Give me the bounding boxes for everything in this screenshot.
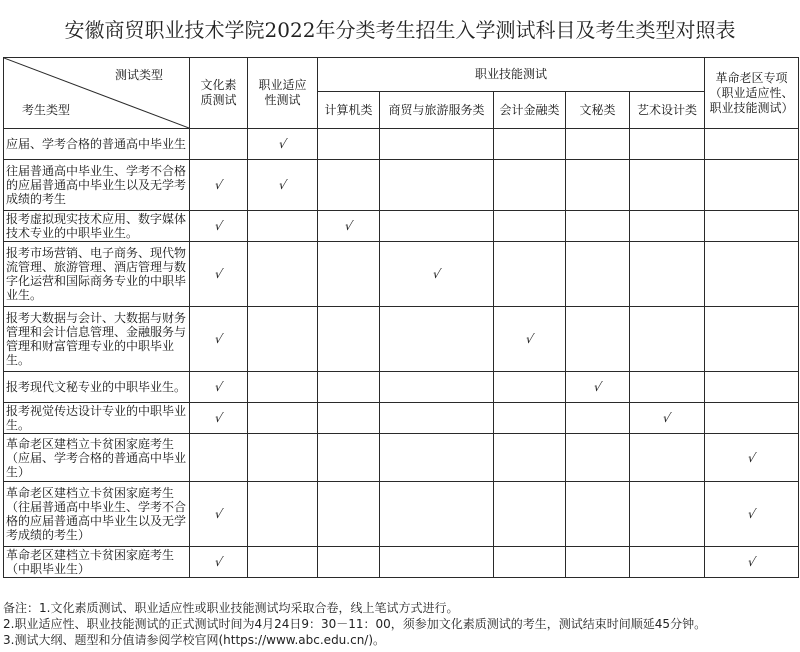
mark-cell — [380, 403, 494, 434]
col-header-skills-group: 职业技能测试 — [318, 58, 705, 92]
mark-cell — [630, 160, 705, 211]
notes — [3, 600, 798, 648]
col-header-aptitude: 职业适应性测试 — [248, 58, 318, 129]
table-row — [4, 372, 799, 403]
mark-cell — [494, 129, 566, 160]
candidate-type-cell: 报考视觉传达设计专业的中职毕业生。 — [4, 403, 190, 434]
mark-cell — [705, 129, 799, 160]
check-mark-icon: √ — [213, 219, 224, 233]
mark-cell — [318, 547, 380, 578]
mark-cell — [190, 482, 248, 547]
candidate-type-cell: 往届普通高中毕业生、学考不合格的应届普通高中毕业生以及无学考成绩的考生 — [4, 160, 190, 211]
mark-cell — [705, 434, 799, 482]
mark-cell — [705, 547, 799, 578]
mark-cell — [380, 434, 494, 482]
candidate-type-cell: 革命老区建档立卡贫困家庭考生（应届、学考合格的普通高中毕业生） — [4, 434, 190, 482]
mark-cell — [380, 372, 494, 403]
check-mark-icon: √ — [661, 411, 673, 425]
table-row — [4, 547, 799, 578]
corner-header — [4, 58, 190, 129]
mark-cell — [380, 129, 494, 160]
mark-cell — [190, 403, 248, 434]
mark-cell — [705, 307, 799, 372]
mark-cell — [494, 211, 566, 242]
mark-cell — [494, 242, 566, 307]
mark-cell — [630, 403, 705, 434]
table-row — [4, 482, 799, 547]
mark-cell — [566, 242, 630, 307]
mark-cell — [630, 129, 705, 160]
check-mark-icon: √ — [213, 555, 224, 569]
check-mark-icon: √ — [213, 178, 224, 192]
mark-cell — [494, 307, 566, 372]
mark-cell — [494, 160, 566, 211]
mark-cell — [248, 482, 318, 547]
check-mark-icon: √ — [592, 380, 603, 394]
candidate-type-cell: 报考现代文秘专业的中职毕业生。 — [4, 372, 190, 403]
mark-cell — [630, 434, 705, 482]
mark-cell — [248, 434, 318, 482]
col-header-revolution: 革命老区专项（职业适应性、职业技能测试） — [705, 58, 799, 129]
mark-cell — [380, 242, 494, 307]
table-body — [4, 129, 799, 578]
mark-cell — [190, 242, 248, 307]
col-header-culture: 文化素质测试 — [190, 58, 248, 129]
mark-cell — [318, 307, 380, 372]
check-mark-icon: √ — [213, 267, 224, 281]
mark-cell — [630, 307, 705, 372]
check-mark-icon: √ — [524, 332, 535, 346]
mark-cell — [318, 242, 380, 307]
mark-cell — [318, 129, 380, 160]
mark-cell — [494, 547, 566, 578]
table-row — [4, 307, 799, 372]
table-row — [4, 434, 799, 482]
mark-cell — [248, 372, 318, 403]
table-row — [4, 211, 799, 242]
check-mark-icon: √ — [213, 332, 224, 346]
check-mark-icon: √ — [746, 555, 757, 569]
candidate-type-cell: 报考大数据与会计、大数据与财务管理和会计信息管理、金融服务与管理和财富管理专业的中职毕业生。 — [4, 307, 190, 372]
mark-cell — [705, 211, 799, 242]
mark-cell — [318, 403, 380, 434]
mark-cell — [248, 129, 318, 160]
mark-cell — [380, 211, 494, 242]
mark-cell — [190, 372, 248, 403]
mark-cell — [318, 482, 380, 547]
mark-cell — [705, 372, 799, 403]
mark-cell — [190, 434, 248, 482]
mark-cell — [380, 547, 494, 578]
page-title: 安徽商贸职业技术学院2022年分类考生招生入学测试科目及考生类型对照表 — [64, 17, 736, 42]
mark-cell — [566, 160, 630, 211]
check-mark-icon: √ — [277, 178, 288, 192]
check-mark-icon: √ — [746, 507, 757, 521]
check-mark-icon: √ — [431, 267, 442, 281]
mark-cell — [705, 403, 799, 434]
mark-cell — [248, 403, 318, 434]
table-row — [4, 160, 799, 211]
col-header-accounting-finance: 会计金融类 — [494, 92, 566, 129]
mark-cell — [566, 482, 630, 547]
mark-cell — [566, 403, 630, 434]
mark-cell — [630, 482, 705, 547]
mark-cell — [380, 307, 494, 372]
mark-cell — [630, 547, 705, 578]
corner-label-test-type: 测试类型 — [114, 68, 163, 82]
check-mark-icon: √ — [277, 137, 288, 151]
col-header-secretarial: 文秘类 — [566, 92, 630, 129]
mark-cell — [380, 482, 494, 547]
mark-cell — [318, 372, 380, 403]
candidate-type-cell: 革命老区建档立卡贫困家庭考生（往届普通高中毕业生、学考不合格的应届普通高中毕业生以及无学考成绩的考生） — [4, 482, 190, 547]
mark-cell — [566, 307, 630, 372]
check-mark-icon: √ — [746, 450, 757, 465]
mark-cell — [190, 211, 248, 242]
note-line: 3.测试大纲、题型和分值请参阅学校官网(https://www.abc.edu.cn/)。 — [3, 633, 386, 647]
mark-cell — [705, 482, 799, 547]
mark-cell — [248, 547, 318, 578]
candidate-type-cell: 革命老区建档立卡贫困家庭考生（中职毕业生） — [4, 547, 190, 578]
comparison-table — [3, 57, 799, 578]
mark-cell — [566, 129, 630, 160]
table-row — [4, 403, 799, 434]
mark-cell — [630, 211, 705, 242]
candidate-type-cell: 应届、学考合格的普通高中毕业生 — [4, 129, 190, 160]
mark-cell — [380, 160, 494, 211]
mark-cell — [566, 211, 630, 242]
col-header-art-design: 艺术设计类 — [630, 92, 705, 129]
mark-cell — [248, 307, 318, 372]
mark-cell — [494, 403, 566, 434]
mark-cell — [566, 372, 630, 403]
note-line: 2.职业适应性、职业技能测试的正式测试时间为4月24日9：30－11：00，须参加文化素质测试的考生，测试结束时间顺延45分钟。 — [3, 617, 707, 631]
mark-cell — [318, 434, 380, 482]
check-mark-icon: √ — [213, 411, 224, 425]
mark-cell — [630, 372, 705, 403]
candidate-type-cell: 报考虚拟现实技术应用、数字媒体技术专业的中职毕业生。 — [4, 211, 190, 242]
note-line: 备注：1.文化素质测试、职业适应性或职业技能测试均采取合卷，线上笔试方式进行。 — [3, 601, 459, 615]
mark-cell — [630, 242, 705, 307]
mark-cell — [318, 211, 380, 242]
mark-cell — [566, 547, 630, 578]
mark-cell — [566, 434, 630, 482]
mark-cell — [248, 211, 318, 242]
mark-cell — [494, 434, 566, 482]
mark-cell — [494, 482, 566, 547]
table-row — [4, 129, 799, 160]
mark-cell — [318, 160, 380, 211]
mark-cell — [190, 160, 248, 211]
check-mark-icon: √ — [213, 380, 224, 394]
mark-cell — [705, 160, 799, 211]
candidate-type-cell: 报考市场营销、电子商务、现代物流管理、旅游管理、酒店管理与数字化运营和国际商务专业的中职毕业生。 — [4, 242, 190, 307]
mark-cell — [190, 129, 248, 160]
mark-cell — [494, 372, 566, 403]
col-header-computer: 计算机类 — [318, 92, 380, 129]
table-row — [4, 242, 799, 307]
mark-cell — [248, 242, 318, 307]
mark-cell — [190, 307, 248, 372]
check-mark-icon: √ — [213, 507, 224, 521]
corner-label-candidate-type: 考生类型 — [22, 103, 71, 117]
check-mark-icon: √ — [343, 219, 354, 233]
col-header-commerce-tourism: 商贸与旅游服务类 — [380, 92, 494, 129]
mark-cell — [248, 160, 318, 211]
mark-cell — [705, 242, 799, 307]
mark-cell — [190, 547, 248, 578]
